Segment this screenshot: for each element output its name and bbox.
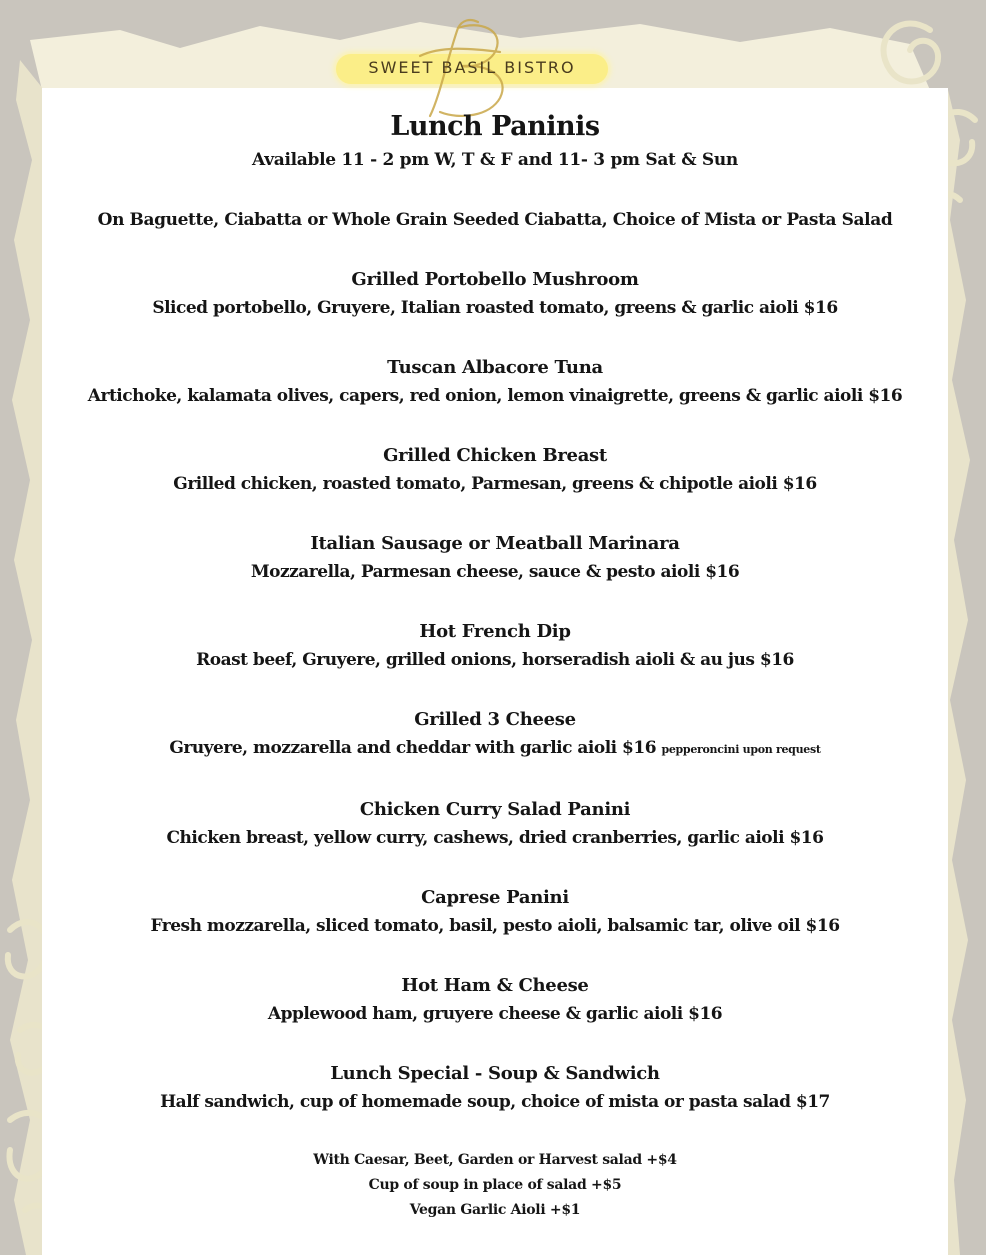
item-description: Mozzarella, Parmesan cheese, sauce & pesto aioli $16 xyxy=(250,562,740,582)
item-description: Sliced portobello, Gruyere, Italian roasted tomato, greens & garlic aioli $16 xyxy=(152,298,838,318)
item-description: Gruyere, mozzarella and cheddar with garlic aioli $16 pepperoncini upon request xyxy=(169,738,821,758)
menu-item xyxy=(42,618,948,674)
menu-item xyxy=(42,706,948,764)
item-name: Hot French Dip xyxy=(419,621,571,642)
bistro-logo xyxy=(330,22,620,112)
item-description: Half sandwich, cup of homemade soup, choice of mista or pasta salad $17 xyxy=(160,1092,830,1112)
menu-item xyxy=(42,354,948,410)
item-name: Hot Ham & Cheese xyxy=(401,975,589,996)
menu-content xyxy=(42,108,948,1223)
addon-item: Cup of soup in place of salad +$5 xyxy=(368,1177,622,1193)
item-name: Caprese Panini xyxy=(421,887,569,908)
addon-item: Vegan Garlic Aioli +$1 xyxy=(409,1202,581,1218)
menu-item xyxy=(42,972,948,1028)
addon-item: With Caesar, Beet, Garden or Harvest salad +$4 xyxy=(313,1152,677,1168)
item-name: Grilled Portobello Mushroom xyxy=(351,269,639,290)
addons-list xyxy=(42,1148,948,1223)
item-description: Chicken breast, yellow curry, cashews, dried cranberries, garlic aioli $16 xyxy=(166,828,824,848)
menu-item xyxy=(42,266,948,322)
logo-text: SWEET BASIL BISTRO xyxy=(368,58,576,77)
item-name: Chicken Curry Salad Panini xyxy=(359,799,631,820)
menu-item xyxy=(42,442,948,498)
bread-choice-text: On Baguette, Ciabatta or Whole Grain Seeded Ciabatta, Choice of Mista or Pasta Salad xyxy=(97,210,893,230)
item-name: Tuscan Albacore Tuna xyxy=(387,357,603,378)
item-description: Artichoke, kalamata olives, capers, red onion, lemon vinaigrette, greens & garlic aioli $16 xyxy=(87,386,903,406)
item-name: Italian Sausage or Meatball Marinara xyxy=(310,533,680,554)
menu-title: Lunch Paninis xyxy=(390,111,600,142)
menu-item xyxy=(42,1060,948,1116)
item-description: Applewood ham, gruyere cheese & garlic aioli $16 xyxy=(267,1004,723,1024)
item-description: Roast beef, Gruyere, grilled onions, horseradish aioli & au jus $16 xyxy=(196,650,794,670)
availability-text: Available 11 - 2 pm W, T & F and 11- 3 pm Sat & Sun xyxy=(252,150,738,170)
item-description: Grilled chicken, roasted tomato, Parmesan, greens & chipotle aioli $16 xyxy=(173,474,817,494)
item-name: Grilled 3 Cheese xyxy=(414,709,576,730)
menu-item xyxy=(42,796,948,852)
item-name: Grilled Chicken Breast xyxy=(383,445,607,466)
item-description: Fresh mozzarella, sliced tomato, basil, pesto aioli, balsamic tar, olive oil $16 xyxy=(150,916,840,936)
item-name: Lunch Special - Soup & Sandwich xyxy=(330,1063,660,1084)
menu-item xyxy=(42,530,948,586)
menu-item xyxy=(42,884,948,940)
item-note: pepperoncini upon request xyxy=(661,743,821,756)
